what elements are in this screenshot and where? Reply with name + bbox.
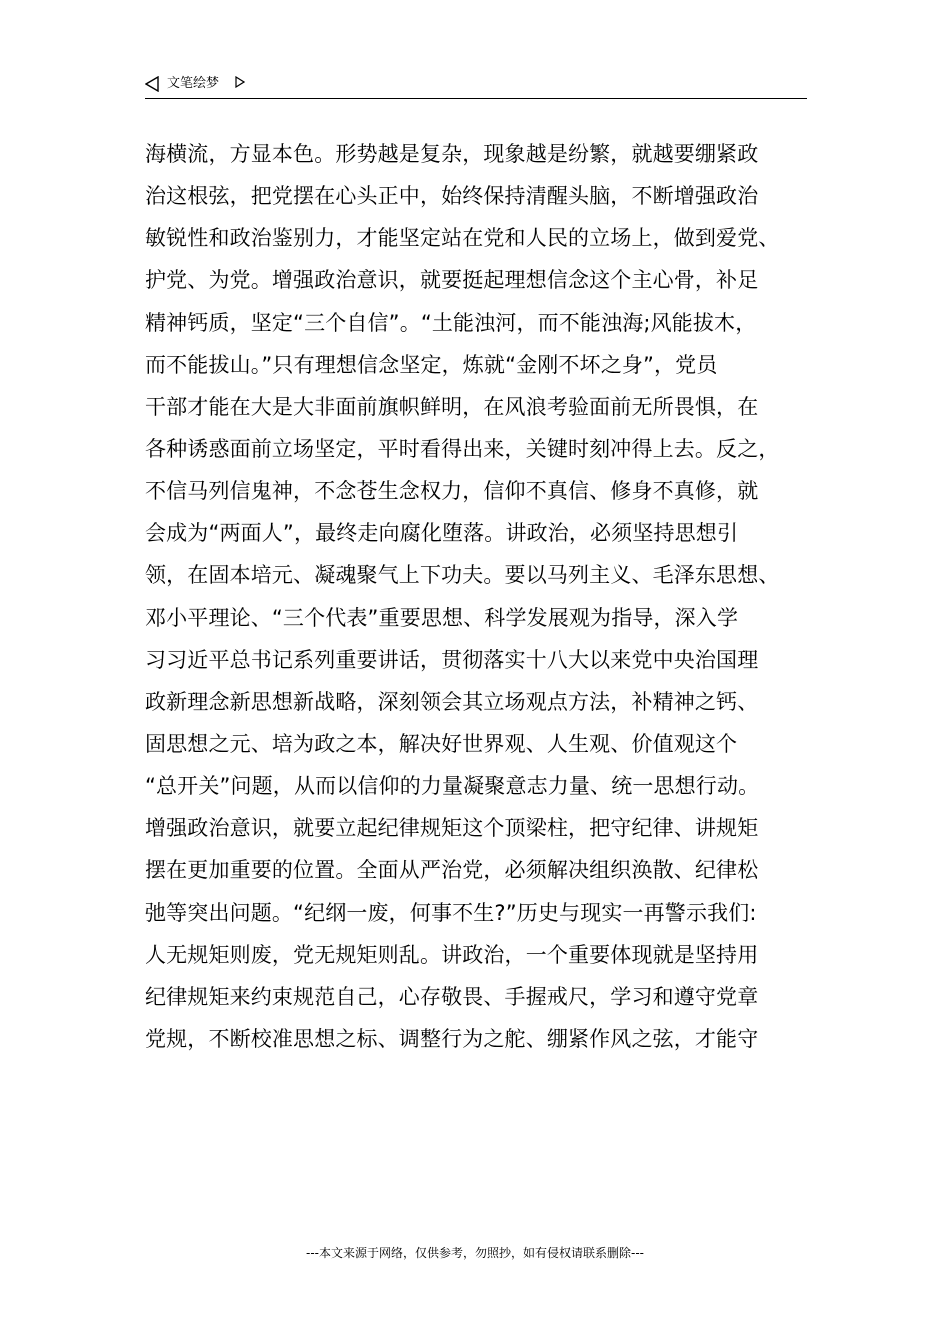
- header-brand: 文笔绘梦: [167, 76, 220, 91]
- text-line: 弛等突出问题。“纪纲一废，何事不生?”历史与现实一再警示我们:: [145, 900, 757, 925]
- text-line: 敏锐性和政治鉴别力，才能坚定站在党和人民的立场上，做到爱党、: [145, 226, 780, 251]
- text-line: 海横流，方显本色。形势越是复杂，现象越是纷繁，就越要绷紧政: [145, 142, 759, 166]
- triangle-left-icon: [145, 76, 159, 92]
- text-line: 增强政治意识，就要立起纪律规矩这个顶梁柱，把守纪律、讲规矩: [145, 816, 759, 841]
- text-line: 纪律规矩来约束规范自己，心存敬畏、手握戒尺，学习和遵守党章: [145, 984, 759, 1009]
- text-line: 精神钙质，坚定“三个自信”。“土能浊河，而不能浊海;风能拔木，: [145, 310, 757, 335]
- footer-disclaimer: ---本文来源于网络，仅供参考，勿照抄，如有侵权请联系删除---: [306, 1246, 644, 1260]
- triangle-right-icon: [235, 76, 245, 88]
- text-line: 而不能拔山。”只有理想信念坚定，炼就“金刚不坏之身”，党员: [145, 352, 718, 377]
- text-line: 会成为“两面人”，最终走向腐化堕落。讲政治，必须坚持思想引: [145, 521, 739, 546]
- text-line: 领，在固本培元、凝魂聚气上下功夫。要以马列主义、毛泽东思想、: [145, 563, 780, 588]
- text-line: 不信马列信鬼神，不念苍生念权力，信仰不真信、修身不真修，就: [145, 479, 759, 504]
- text-line: 习习近平总书记系列重要讲话，贯彻落实十八大以来党中央治国理: [145, 647, 759, 672]
- text-line: 邓小平理论、“三个代表”重要思想、科学发展观为指导，深入学: [145, 605, 739, 630]
- text-line: 治这根弦，把党摆在心头正中，始终保持清醒头脑，不断增强政治: [145, 184, 759, 209]
- text-line: 政新理念新思想新战略，深刻领会其立场观点方法，补精神之钙、: [145, 689, 759, 714]
- text-line: 固思想之元、培为政之本，解决好世界观、人生观、价值观这个: [145, 731, 738, 756]
- text-line: “总开关”问题，从而以信仰的力量凝聚意志力量、统一思想行动。: [145, 774, 760, 799]
- document-body: [145, 133, 825, 1060]
- text-line: 干部才能在大是大非面前旗帜鲜明，在风浪考验面前无所畏惧，在: [145, 394, 759, 419]
- text-line: 各种诱惑面前立场坚定，平时看得出来，关键时刻冲得上去。反之，: [145, 436, 780, 461]
- text-line: 摆在更加重要的位置。全面从严治党，必须解决组织涣散、纪律松: [145, 858, 759, 883]
- text-line: 人无规矩则废，党无规矩则乱。讲政治，一个重要体现就是坚持用: [145, 942, 759, 967]
- text-line: 护党、为党。增强政治意识，就要挺起理想信念这个主心骨，补足: [145, 268, 759, 293]
- page-header: [145, 72, 807, 99]
- text-line: 党规，不断校准思想之标、调整行为之舵、绷紧作风之弦，才能守: [145, 1026, 759, 1051]
